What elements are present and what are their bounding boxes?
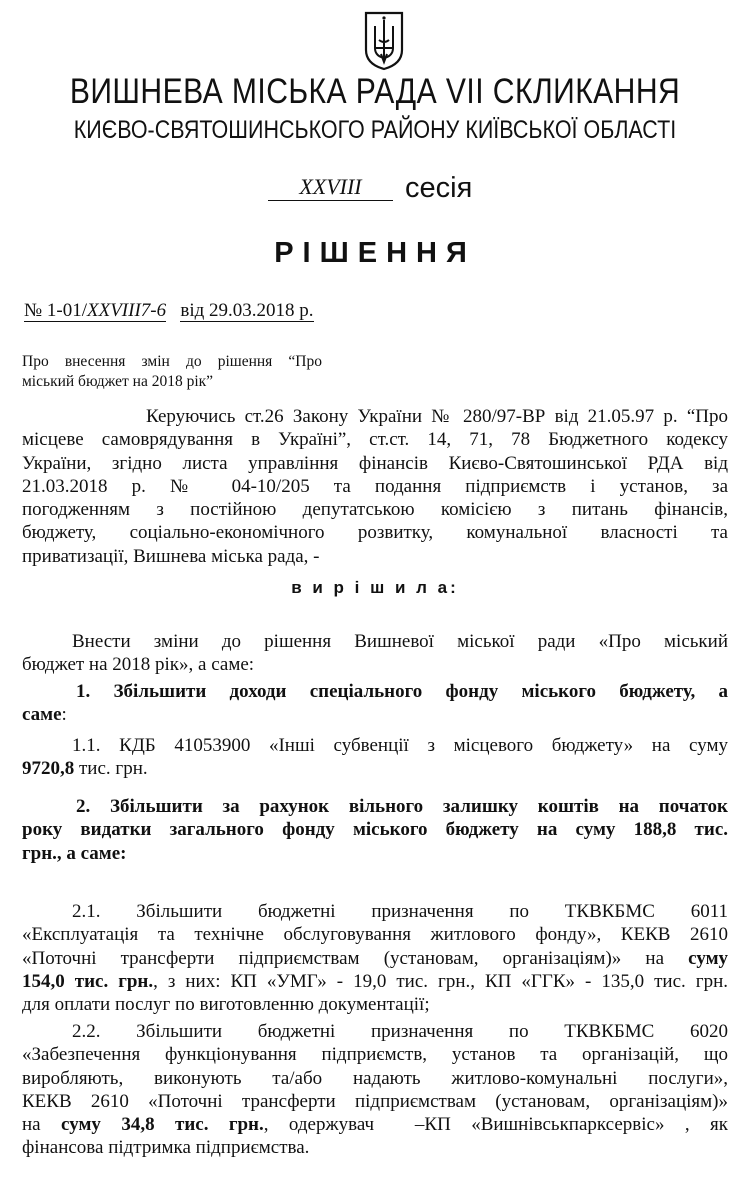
council-district: КИЄВО-СВЯТОШИНСЬКОГО РАЙОНУ КИЇВСЬКОЇ ОБЛАСТІ [73,116,677,144]
item-2-2-line: КЕКВ 2610 «Поточні трансферти підприємствам (установам, організаціям)» [22,1090,728,1112]
decision-number [24,300,314,322]
preamble-line: приватизації, Вишнева міська рада, - [22,545,320,567]
item-1-1-amount: 9720,8 [22,757,75,779]
intro-paragraph [22,630,728,677]
item-2-1-amount: 154,0 тис. грн. [22,970,154,992]
item-2-1-line: для оплати послуг по виготовленню документації; [22,994,430,1016]
item-2-2-line: виробляють, виконують та/або надають житлово-комунальні послуги», [22,1067,728,1089]
item-1-1: 1.1. КДБ 41053900 «Інші субвенції з місцевого бюджету» на суму [72,734,728,756]
decision-subject [22,352,322,392]
decision-number-handwritten: XXVIII7-6 [86,300,167,321]
preamble-line: бюджету, соціально-економічного розвитку, комунальної власності та [22,522,728,544]
subject-line: Про внесення змін до рішення “Про [22,353,322,370]
decision-number-prefix: № 1-01/ [24,300,87,321]
preamble-line: погодженням з постійною депутатською комісією з питань фінансів, [22,499,728,521]
preamble-line: Керуючись ст.26 Закону України № 280/97-ВР від 21.05.97 р. “Про [146,406,728,427]
item-2-heading: 2. Збільшити за рахунок вільного залишку коштів на початок [76,796,728,817]
preamble-line: місцеве самоврядування в Україні”, ст.ст. 14, 71, 78 Бюджетного кодексу [22,429,728,451]
coat-of-arms-icon [362,10,406,72]
intro-line: Внести зміни до рішення Вишневої міської ради «Про міський [72,631,728,652]
item-1-heading-end: саме [22,704,62,726]
item-1: 1. Збільшити доходи спеціального фонду міського бюджету, а саме: 1.1. КДБ 41053900 «Інші субвенції з місцевого бюджету» на суму 9720,8 тис. грн. [22,681,728,779]
decision-date: від 29.03.2018 р. [180,300,314,321]
session-number: XXVIII [268,174,393,201]
session-word: сесія [405,172,473,204]
item-2-heading: грн., а саме: [22,842,127,864]
resolved-heading: в и р і ш и л а: [291,578,459,597]
preamble-line: України, згідно листа управління фінансів Києво-Святошинської РДА від [22,452,728,474]
item-2-heading: року видатки загального фонду міського бюджету на суму 188,8 тис. [22,819,728,841]
item-2-2: 2.2. Збільшити бюджетні призначення по ТКВКБМС 6020 «Забезпечення функціонування підприємств, установ та організацій, що виробляють, виконують та/або надають житлово-комунальні послуги», КЕКВ 2610 «Поточні трансферти підприємствам (установам, організаціям)» на суму 34,8 тис. грн., одержувач –КП «Вишнівськпарксервіс» , як фінансова підтримка підприємства. [22,1021,728,1159]
item-2-1-line: «Експлуатація та технічне обслуговування житлового фонду», КЕКВ 2610 [22,924,728,946]
preamble [22,405,728,568]
document-title: РІШЕННЯ [274,237,476,269]
item-2-2-line: 2.2. Збільшити бюджетні призначення по ТКВКБМС 6020 [72,1021,728,1042]
item-2 [22,795,728,865]
session-line [268,172,472,205]
item-2-1-line: 2.1. Збільшити бюджетні призначення по ТКВКБМС 6011 [72,901,728,922]
intro-line: бюджет на 2018 рік», а саме: [22,654,255,676]
preamble-line: 21.03.2018 р. № 04-10/205 та подання підприємств і установ, за [22,475,728,497]
item-2-2-line: «Забезпечення функціонування підприємств, установ та організацій, що [22,1044,728,1066]
council-name: ВИШНЕВА МІСЬКА РАДА VII СКЛИКАННЯ [69,72,681,111]
item-2-2-amount: суму 34,8 тис. грн. [61,1114,264,1136]
item-2-1: 2.1. Збільшити бюджетні призначення по ТКВКБМС 6011 «Експлуатація та технічне обслуговування житлового фонду», КЕКВ 2610 «Поточні трансферти підприємствам (установам, організаціям)» на суму 154,0 тис. грн., з них: КП «УМГ» - 19,0 тис. грн., КП «ГГК» - 135,0 тис. грн. для оплати послуг по виготовленню документації; [22,901,729,1016]
subject-line: міський бюджет на 2018 рік” [22,373,214,390]
item-2-2-line: фінансова підтримка підприємства. [22,1137,310,1159]
item-1-heading: 1. Збільшити доходи спеціального фонду міського бюджету, а [76,681,728,702]
